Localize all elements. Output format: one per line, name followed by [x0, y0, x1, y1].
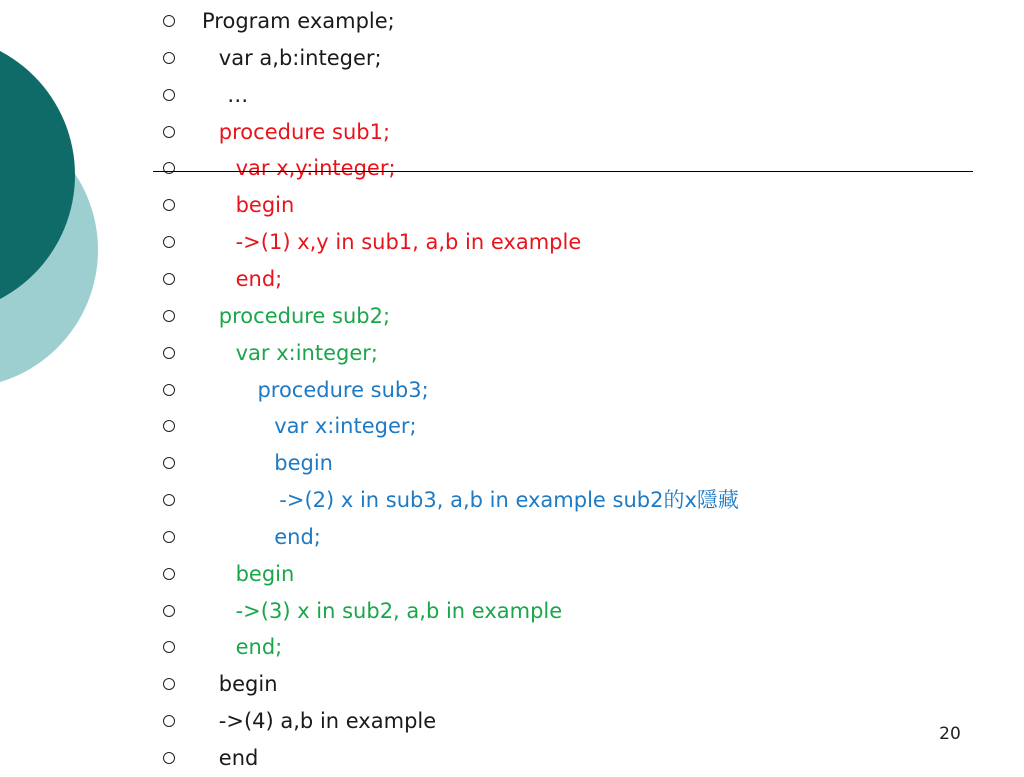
code-line-text: end;: [274, 524, 321, 549]
circle-bullet-icon: [163, 162, 175, 174]
circle-bullet-icon: [163, 457, 175, 469]
list-item: [0, 335, 1024, 372]
circle-bullet-icon: [163, 752, 175, 764]
horizontal-rule: [153, 171, 973, 172]
code-line-text: var x:integer;: [274, 414, 417, 439]
list-item: [0, 629, 1024, 666]
circle-bullet-icon: [163, 494, 175, 506]
code-line-text: procedure sub1;: [218, 119, 391, 144]
circle-bullet-icon: [163, 236, 175, 248]
list-item: [0, 224, 1024, 261]
list-item: [0, 3, 1024, 40]
list-item: [0, 77, 1024, 114]
list-item: [0, 150, 1024, 187]
list-item: [0, 482, 1024, 519]
code-line-text: begin: [274, 451, 333, 476]
code-line-text: procedure sub2;: [218, 303, 391, 328]
circle-bullet-icon: [163, 568, 175, 580]
code-line-text: ->(3) x in sub2, a,b in example: [235, 598, 563, 623]
list-item: [0, 556, 1024, 593]
circle-bullet-icon: [163, 52, 175, 64]
circle-bullet-icon: [163, 126, 175, 138]
list-item: [0, 703, 1024, 740]
circle-bullet-icon: [163, 715, 175, 727]
code-line-text: ->(1) x,y in sub1, a,b in example: [235, 230, 582, 255]
list-item: [0, 372, 1024, 409]
page-number: 20: [939, 724, 961, 744]
code-line-text: var a,b:integer;: [218, 45, 382, 70]
code-line-text: var x,y:integer;: [235, 156, 396, 181]
list-item: [0, 740, 1024, 777]
list-item: [0, 408, 1024, 445]
code-line-text: end;: [235, 266, 283, 291]
circle-bullet-icon: [163, 310, 175, 322]
circle-bullet-icon: [163, 347, 175, 359]
code-line-text: ->(2) x in sub3, a,b in example sub2的x隱藏: [279, 488, 739, 513]
list-item: [0, 298, 1024, 335]
code-line-text: Program example;: [202, 9, 395, 33]
list-item: [0, 187, 1024, 224]
circle-bullet-icon: [163, 15, 175, 27]
circle-bullet-icon: [163, 605, 175, 617]
list-item: [0, 261, 1024, 298]
code-line-text: ->(4) a,b in example: [218, 709, 437, 734]
circle-bullet-icon: [163, 89, 175, 101]
circle-bullet-icon: [163, 199, 175, 211]
list-item: [0, 519, 1024, 556]
code-line-text: end;: [235, 635, 283, 660]
list-item: [0, 666, 1024, 703]
circle-bullet-icon: [163, 678, 175, 690]
code-line-text: procedure sub3;: [257, 377, 429, 402]
list-item: [0, 593, 1024, 630]
list-item: [0, 445, 1024, 482]
circle-bullet-icon: [163, 531, 175, 543]
list-item: [0, 40, 1024, 77]
code-line-text: …: [227, 82, 249, 107]
code-line-text: begin: [235, 561, 295, 586]
circle-bullet-icon: [163, 641, 175, 653]
circle-bullet-icon: [163, 384, 175, 396]
code-line-text: var x:integer;: [235, 340, 378, 365]
code-line-text: begin: [235, 193, 295, 218]
circle-bullet-icon: [163, 273, 175, 285]
circle-bullet-icon: [163, 420, 175, 432]
code-line-text: begin: [218, 672, 278, 697]
list-item: [0, 114, 1024, 151]
code-line-text: end: [218, 746, 259, 770]
